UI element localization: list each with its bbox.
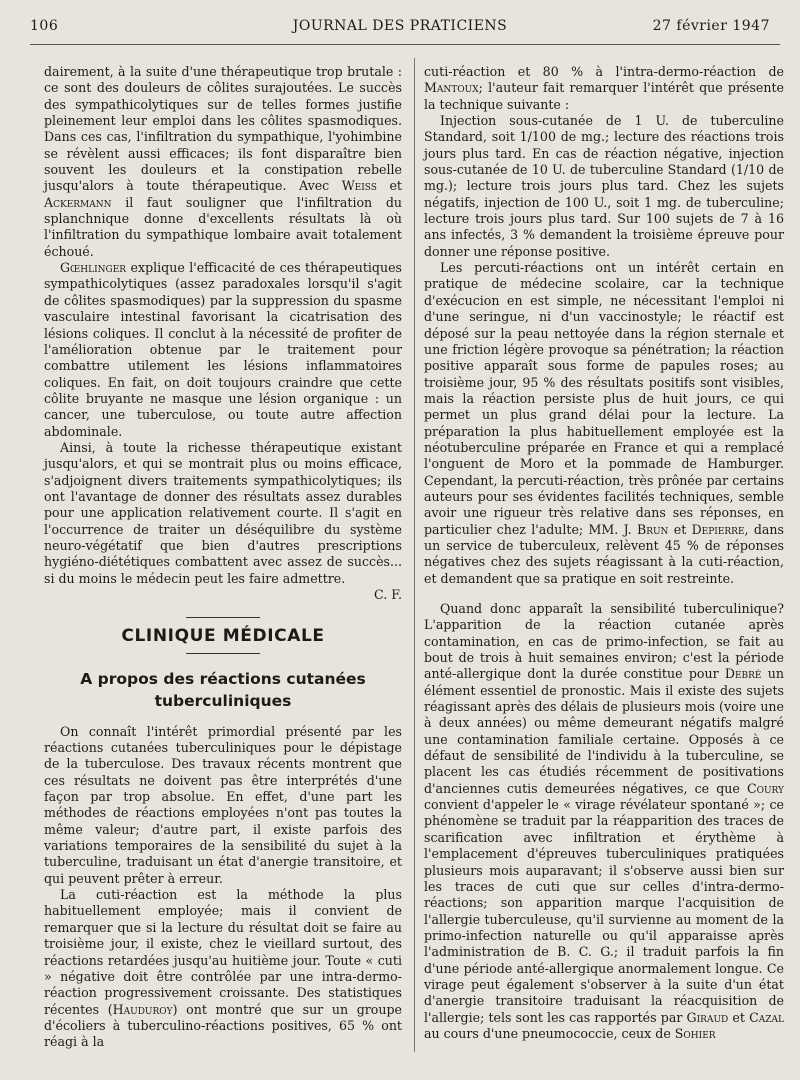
right-column <box>424 64 784 1042</box>
text-run: et <box>376 178 402 194</box>
article-title <box>54 668 392 712</box>
author-name: Weiss <box>341 178 377 194</box>
article-signature: C. F. <box>374 587 402 602</box>
author-name: Gœhlinger <box>60 260 127 276</box>
left-paragraph-5 <box>44 887 402 1050</box>
text-run: , dans un service de tuberculeux, relèvent 45 % de réponses négatives chez des sujets réagissant à la cuti-réaction, et demandent que sa pratique en soit restreinte. <box>424 521 784 586</box>
text-run: explique l'efficacité de ces thérapeutiques sympathicolytiques (assez paradoxales lorsqu'il s'agit de côlites spasmodiques) par la suppression du spasme vasculaire intestinal favorisant la cicatrisation des lésions coliques. Il conclut à la nécessité de profiter de l'amélioration obtenue par le traitement pour combattre utilement les lésions inflammatoires coliques. En fait, on doit toujours craindre que cette côlite bruyante ne masque une lésion organique : un cancer, une tuberculose, ou toute autre affection abdominale. <box>44 260 402 439</box>
text-run: et <box>668 521 692 537</box>
header-rule <box>30 44 780 45</box>
author-name: Mantoux <box>424 80 479 96</box>
right-paragraph-3 <box>424 260 784 587</box>
author-name: Giraud <box>686 1009 729 1025</box>
text-run: Les percuti-réactions ont un intérêt certain en pratique de médecine scolaire, car la technique d'exécucion en est simple, ne nécessitant l'emploi ni d'une seringue, ni d'un vaccinostyle; le réactif est déposé sur la peau nettoyée dans la région sternale et une friction légère provoque sa pénétration; la réaction positive apparaît sous forme de papules roses; au troisième jour, 95 % des résultats positifs sont visibles, mais la réaction persiste plus de huit jours, ce qui permet un plus grand délai pour la lecture. La préparation la plus habituellement employée est la néotuberculine préparée en France et qui a remplacé l'onguent de Moro et la pommade de Hamburger. Cependant, la percuti-réaction, très prônée par certains auteurs pour ses évidentes facilités techniques, semble avoir une rigueur très relative dans ses réponses, en particulier chez l'adulte; MM. J. <box>424 260 784 537</box>
text-run: et <box>728 1009 750 1025</box>
left-paragraph-3: Ainsi, à toute la richesse thérapeutique existant jusqu'alors, et qui se montrait plus ou moins efficace, s'adjoignent divers traitements sympathicolytiques; ils ont l'avantage de donner des résultats assez durables pour une application relativement courte. Il s'agit en l'occurrence de traiter un déséquilibre du système neuro-végétatif que bien d'autres prescriptions hygiéno-diététiques combattent avec assez de succès... si du moins le médecin peut les faire admettre. <box>44 439 402 586</box>
right-paragraph-2: Injection sous-cutanée de 1 U. de tuberculine Standard, soit 1/100 de mg.; lecture des réactions trois jours plus tard. En cas de réaction négative, injection sous-cutanée de 10 U. de tuberculine Standard (1/10 de mg.); lecture trois jours plus tard. Chez les sujets négatifs, injection de 100 U., soit 1 mg. de tuberculine; lecture trois jours plus tard. Sur 100 sujets de 7 à 16 ans infectés, 3 % demandent la troisième épreuve pour donner une réponse positive. <box>424 113 784 259</box>
text-run: La cuti-réaction est la méthode la plus habituellement employée; mais il convient de remarquer que si la lecture du résultat doit se faire au troisième jour, il existe, chez le vieillard surtout, des réactions retardées jusqu'au huitième jour. Toute « cuti » négative doit être contrôlée par une intra-dermo-réaction progressivement croissante. Des statistiques récentes ( <box>44 887 402 1017</box>
author-name: Brun <box>636 521 669 537</box>
article-title-line-2: tuberculiniques <box>154 691 292 710</box>
author-name: Cazal <box>749 1009 784 1025</box>
left-paragraph-2 <box>44 260 402 440</box>
text-run: Quand donc apparaît la sensibilité tuberculinique? L'apparition de la réaction cutanée après contamination, en cas de primo-infection, se fait au bout de trois à huit semaines environ; c'est la période anté-allergique dont la durée constitue pour <box>424 601 784 682</box>
author-name: Hauduroy <box>112 1001 173 1017</box>
issue-date: 27 février 1947 <box>652 18 770 34</box>
author-name: Coury <box>746 780 784 796</box>
author-name: Depierre <box>691 521 745 537</box>
text-run: un élément essentiel de pronostic. Mais il existe des sujets réagissant après des délais de plusieurs mois (voire une à deux années) ou même demeurant négatifs malgré une contamination familiale certaine. Opposés à ce défaut de sensibilité de l'individu à la tuberculine, se placent les cas étudiés récemment de positivations d'anciennes cutis demeurées négatives, ce que <box>424 666 784 796</box>
text-run: ) ont montré que sur un groupe d'écoliers à tuberculino-réactions positives, 65 % ont réagi à la <box>44 1001 402 1050</box>
left-paragraph-1 <box>44 64 402 260</box>
author-name: Debré <box>724 666 762 682</box>
right-paragraph-1 <box>424 64 784 113</box>
right-paragraph-4 <box>424 601 784 1042</box>
column-divider <box>414 58 415 1052</box>
text-run: au cours d'une pneumococcie, ceux de <box>424 1025 675 1041</box>
author-name: Ackermann <box>44 194 112 210</box>
author-name: Sohier <box>674 1025 716 1041</box>
article-title-line-1: A propos des réactions cutanées <box>80 669 366 688</box>
section-title: CLINIQUE MÉDICALE <box>121 626 325 647</box>
left-paragraph-4: On connaît l'intérêt primordial présenté par les réactions cutanées tuberculiniques pour le dépistage de la tuberculose. Des travaux récents montrent que ces résultats ne doivent pas être interprétés d'une façon par trop absolue. En effet, d'une part les méthodes de réactions employées n'ont pas toutes la même valeur; d'autre part, il existe parfois des variations temporaires de la sensibilité du sujet à la tuberculine, traduisant un état d'anergie transitoire, et qui peuvent prêter à erreur. <box>44 723 402 886</box>
text-run: cuti-réaction et 80 % à l'intra-dermo-réaction de <box>424 64 784 79</box>
text-run: il faut souligner que l'infiltration du splanchnique donne d'excellents résultats là où l'infiltration du sympathique lombaire avait totalement échoué. <box>44 194 402 259</box>
left-column <box>44 64 402 1051</box>
text-run: ; l'auteur fait remarquer l'intérêt que présente la technique suivante : <box>424 80 784 112</box>
page-number: 106 <box>30 18 59 34</box>
text-run: convient d'appeler le « virage révélateur spontané »; ce phénomène se traduit par la réapparition des traces de scarification avec infiltration et érythème à l'emplacement d'épreuves tuberculiniques pratiquées plusieurs mois auparavant; il s'observe aussi bien sur les traces de cuti que sur celles d'intra-dermo-réactions; son apparition marque l'acquisition de l'allergie tuberculeuse, qu'il survienne au moment de la primo-infection naturelle ou qu'il apparaisse après l'administration de B. C. G.; il traduit parfois la fin d'une période anté-allergique anormalement longue. Ce virage peut également s'observer à la suite d'un état d'anergie transitoire traduisant la réacquisition de l'allergie; tels sont les cas rapportés par <box>424 797 784 1025</box>
page-header <box>30 18 770 40</box>
section-rule-bottom <box>186 653 260 654</box>
text-run: dairement, à la suite d'une thérapeutique trop brutale : ce sont des douleurs de côlites surajoutées. Le succès des sympathicolytiques sur de telles formes justifie pleinement leur emploi dans les côlites spasmodiques. Dans ces cas, l'infiltration du sympathique, l'yohimbine se révèlent aussi efficaces; ils font disparaître bien souvent les douleurs et la constipation rebelle jusqu'alors à toute thérapeutique. Avec <box>44 64 402 194</box>
journal-title: JOURNAL DES PRATICIENS <box>292 18 508 34</box>
section-rule-top <box>186 617 260 618</box>
